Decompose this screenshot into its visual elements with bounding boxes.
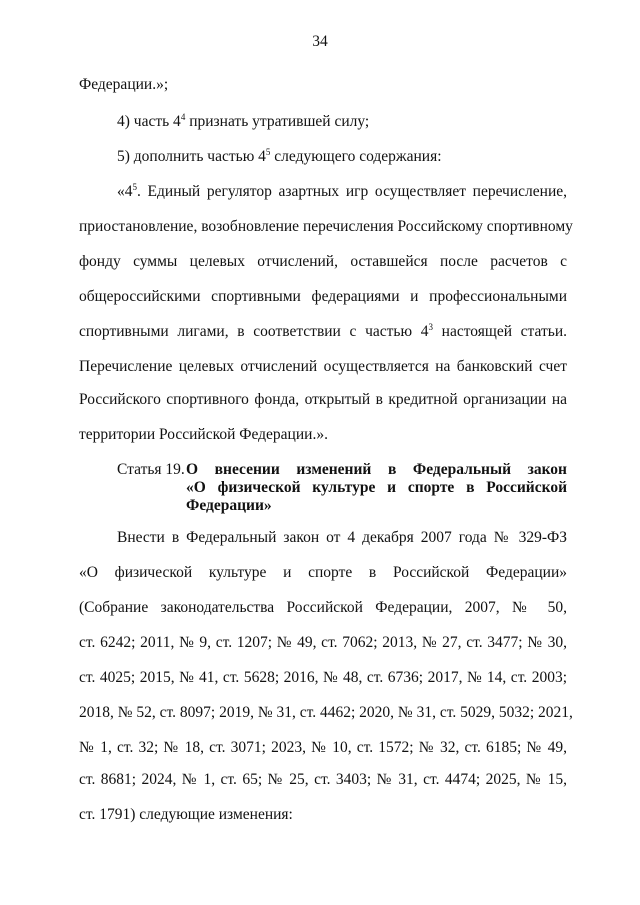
- superscript: 5: [265, 147, 271, 157]
- text-line: [79, 76, 567, 94]
- line-text: «4: [117, 183, 133, 200]
- line-text: признать утратившей силу;: [185, 113, 370, 130]
- text-line: Российского спортивного фонда, открытый в кредитной организации на: [79, 391, 567, 408]
- text-line: Перечисление целевых отчислений осуществляется на банковский счет: [79, 358, 567, 375]
- text-line: ст. 6242; 2011, № 9, ст. 1207; № 49, ст. 7062; 2013, № 27, ст. 3477; № 30,: [79, 634, 567, 651]
- text-line: общероссийскими спортивными федерациями и профессиональными: [79, 288, 567, 305]
- text-line: 2018, № 52, ст. 8097; 2019, № 31, ст. 4462; 2020, № 31, ст. 5029, 5032; 2021,: [79, 704, 573, 721]
- line-text: настоящей статьи.: [433, 323, 568, 340]
- text-line: «О физической культуре и спорте в Российской Федерации»: [79, 564, 567, 581]
- article-label: Статья 19.: [117, 461, 185, 478]
- text-line: территории Российской Федерации.».: [79, 426, 328, 443]
- text-line: [79, 323, 567, 341]
- line-text: 5) дополнить частью 4: [117, 148, 266, 165]
- text-line: № 1, ст. 32; № 18, ст. 3071; 2023, № 10, ст. 1572; № 32, ст. 6185; № 49,: [79, 739, 567, 756]
- text-line: фонду суммы целевых отчислений, оставшейся после расчетов с: [79, 253, 567, 270]
- line-text: 4) часть 4: [117, 113, 181, 130]
- page-number: 34: [312, 33, 328, 50]
- list-item-4: [117, 113, 567, 131]
- superscript: 5: [132, 182, 137, 192]
- text-line: ст. 8681; 2024, № 1, ст. 65; № 25, ст. 3403; № 31, ст. 4474; 2025, № 15,: [79, 771, 567, 788]
- superscript: 4: [180, 112, 186, 122]
- line-text: Федерации.»;: [79, 76, 169, 93]
- quoted-paragraph-first-line: [117, 183, 567, 201]
- line-text: спортивными лигами, в соответствии с частью 4: [79, 323, 429, 340]
- text-line: ст. 4025; 2015, № 41, ст. 5628; 2016, № 48, ст. 6736; 2017, № 14, ст. 2003;: [79, 669, 567, 686]
- article-title-line: Федерации»: [186, 497, 272, 514]
- text-line: (Собрание законодательства Российской Федерации, 2007, № 50,: [79, 599, 567, 616]
- body-first-line: Внести в Федеральный закон от 4 декабря 2007 года № 329-ФЗ: [117, 529, 567, 546]
- text-line: приостановление, возобновление перечисления Российскому спортивному: [79, 218, 573, 235]
- line-text: следующего содержания:: [270, 148, 442, 165]
- list-item-5: [117, 148, 567, 166]
- line-text: . Единый регулятор азартных игр осуществляет перечисление,: [137, 183, 567, 200]
- superscript: 3: [428, 322, 433, 332]
- article-title-line: «О физической культуре и спорте в Российской: [186, 479, 567, 496]
- article-title-line: О внесении изменений в Федеральный закон: [186, 461, 567, 478]
- text-line: ст. 1791) следующие изменения:: [79, 806, 293, 823]
